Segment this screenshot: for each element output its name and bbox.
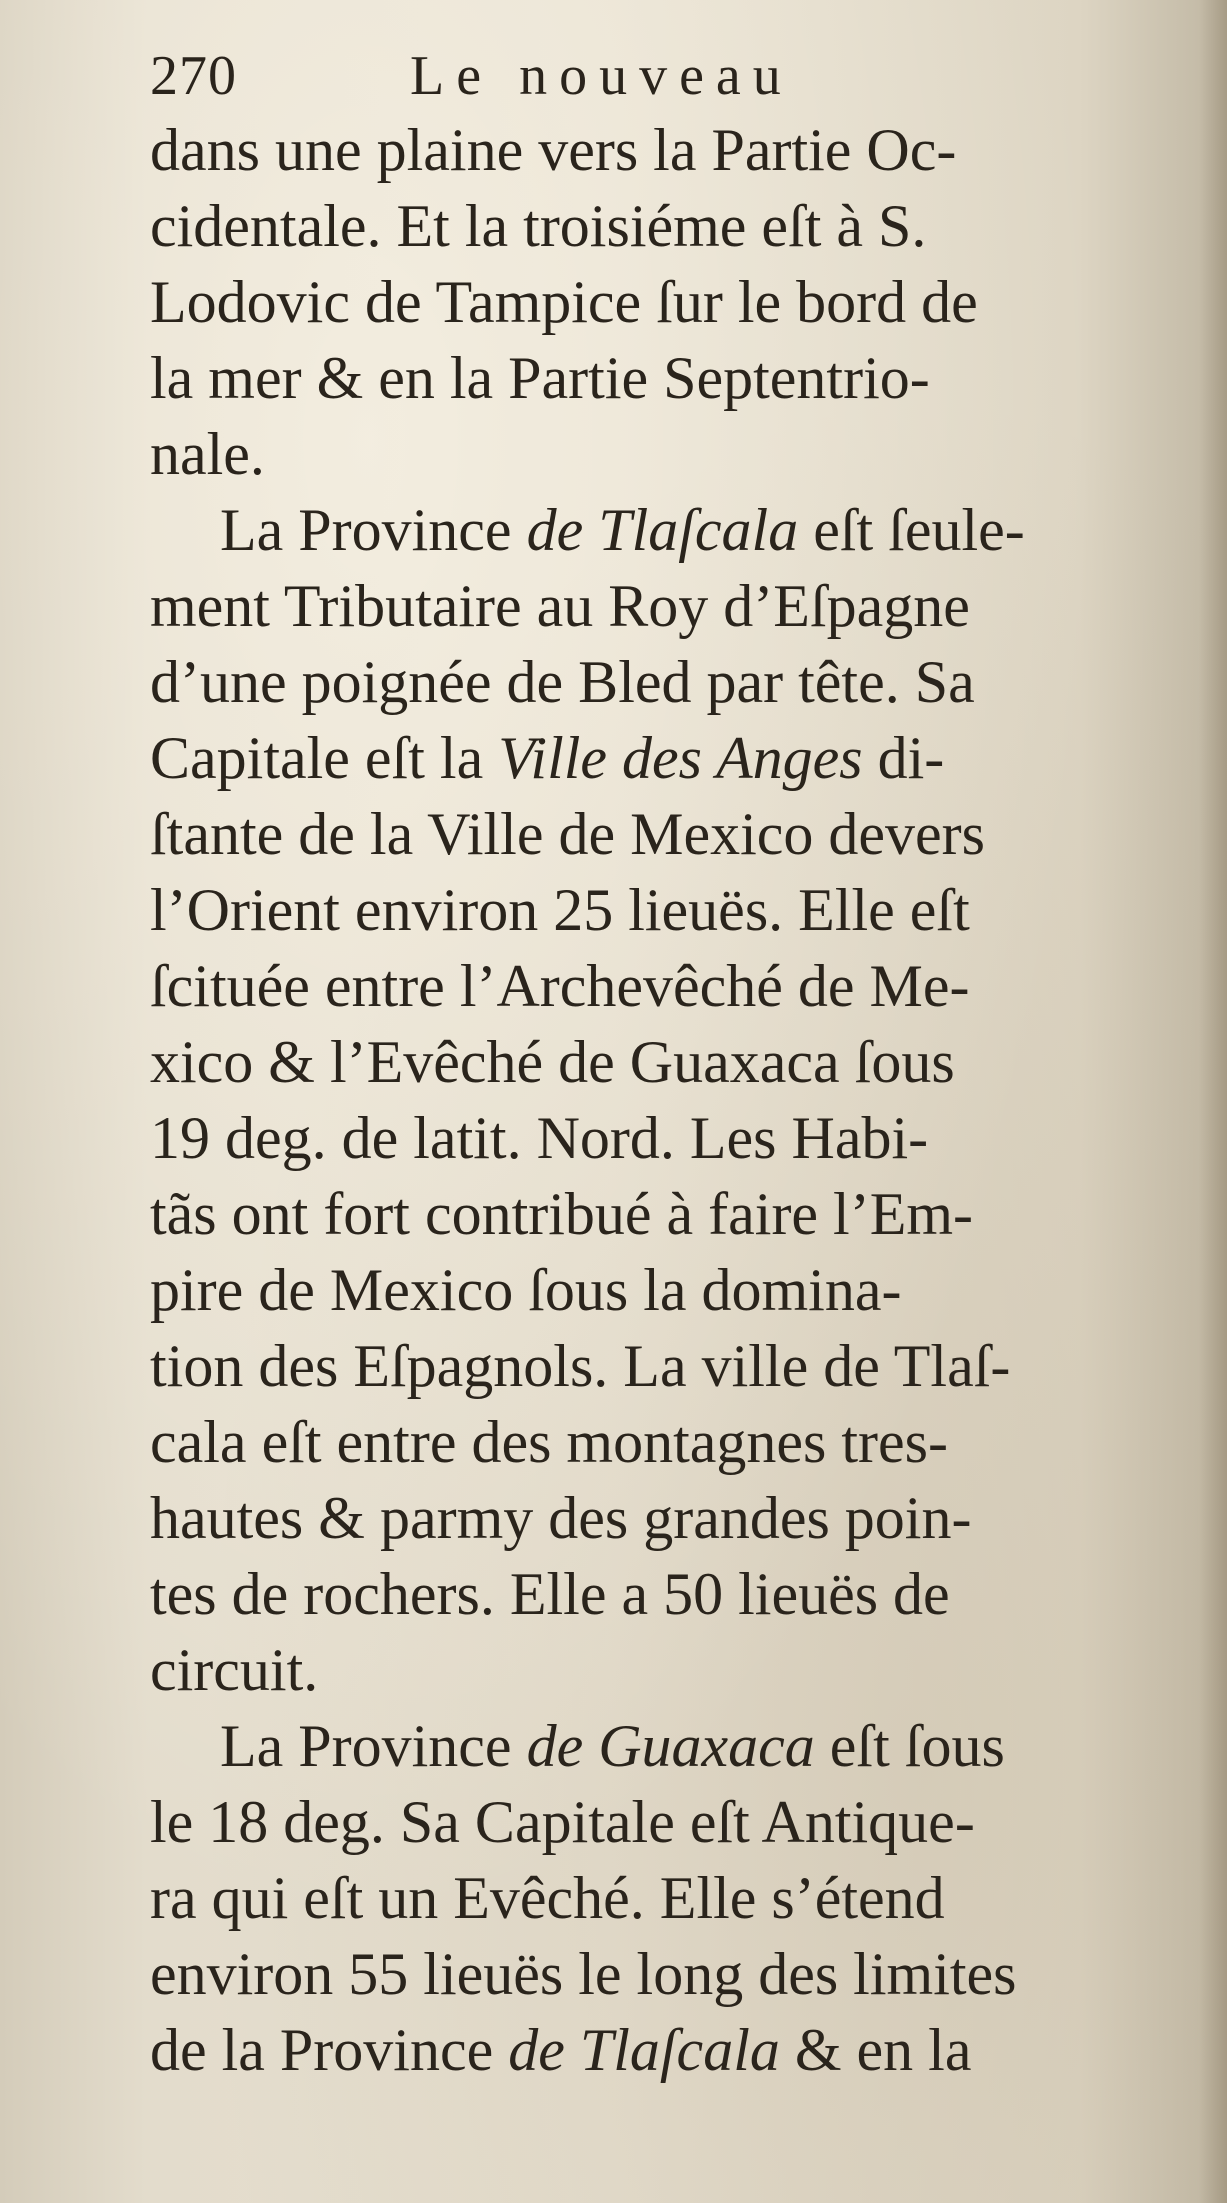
text-segment: La Province <box>220 497 527 563</box>
text-segment: ſtante de la Ville de Mexico devers <box>150 801 985 867</box>
text-line <box>150 872 1210 948</box>
italic-segment: de Tlaſcala <box>526 497 799 563</box>
text-segment: Capitale eſt la <box>150 725 499 791</box>
text-line <box>150 1024 1210 1100</box>
text-segment: tion des Eſpagnols. La ville de Tlaſ- <box>150 1333 1011 1399</box>
text-segment: ſcituée entre l’Archevêché de Me- <box>150 953 970 1019</box>
text-segment: ra qui eſt un Evêché. Elle s’étend <box>150 1865 945 1931</box>
text-line <box>150 2012 1210 2088</box>
text-segment: di- <box>862 725 945 791</box>
text-line <box>150 1252 1210 1328</box>
text-segment: de la Province <box>150 2017 509 2083</box>
text-segment: Lodovic de Tampice ſur le bord de <box>150 269 978 335</box>
page-number: 270 <box>150 45 237 107</box>
body-text <box>150 112 1210 2088</box>
text-segment: nale. <box>150 421 265 487</box>
text-line <box>150 1632 1210 1708</box>
running-head: Le nouveau <box>410 45 793 107</box>
italic-segment: de Guaxaca <box>526 1713 815 1779</box>
text-segment: d’une poignée de Bled par tête. Sa <box>150 649 975 715</box>
text-segment: eſt ſeule- <box>798 497 1025 563</box>
text-segment: pire de Mexico ſous la domina- <box>150 1257 902 1323</box>
text-segment: tes de rochers. Elle a 50 lieuës de <box>150 1561 950 1627</box>
text-line <box>150 1860 1210 1936</box>
text-line <box>150 720 1210 796</box>
text-segment: & en la <box>779 2017 972 2083</box>
paragraph <box>150 1708 1210 2088</box>
text-line <box>150 948 1210 1024</box>
text-line <box>150 644 1210 720</box>
text-segment: l’Orient environ 25 lieuës. Elle eſt <box>150 877 970 943</box>
text-line <box>150 1328 1210 1404</box>
text-segment: circuit. <box>150 1637 319 1703</box>
text-line <box>150 796 1210 872</box>
text-line <box>150 1100 1210 1176</box>
text-segment: ment Tributaire au Roy d’Eſpagne <box>150 573 970 639</box>
text-line <box>150 1784 1210 1860</box>
text-segment: cidentale. Et la troisiéme eſt à S. <box>150 193 927 259</box>
text-line <box>150 188 1210 264</box>
paragraph <box>150 492 1210 1708</box>
page-header <box>150 40 1210 112</box>
text-segment: hautes & parmy des grandes poin- <box>150 1485 972 1551</box>
text-line <box>150 416 1210 492</box>
text-segment: eſt ſous <box>814 1713 1005 1779</box>
text-segment: cala eſt entre des montagnes tres- <box>150 1409 948 1475</box>
text-line <box>150 112 1210 188</box>
text-segment: environ 55 lieuës le long des limites <box>150 1941 1017 2007</box>
text-segment: dans une plaine vers la Partie Oc- <box>150 117 957 183</box>
italic-segment: de Tlaſcala <box>508 2017 780 2083</box>
text-segment: la mer & en la Partie Septentrio- <box>150 345 930 411</box>
text-block <box>150 40 1210 2088</box>
text-line <box>150 1708 1210 1784</box>
text-line <box>150 1936 1210 2012</box>
text-line <box>150 264 1210 340</box>
text-line <box>150 1556 1210 1632</box>
italic-segment: Ville des Anges <box>498 725 863 791</box>
text-segment: tãs ont fort contribué à faire l’Em- <box>150 1181 974 1247</box>
text-line <box>150 492 1210 568</box>
text-line <box>150 1176 1210 1252</box>
text-segment: 19 deg. de latit. Nord. Les Habi- <box>150 1105 929 1171</box>
text-line <box>150 1404 1210 1480</box>
paragraph <box>150 112 1210 492</box>
text-line <box>150 568 1210 644</box>
text-line <box>150 1480 1210 1556</box>
text-segment: La Province <box>220 1713 527 1779</box>
text-segment: xico & l’Evêché de Guaxaca ſous <box>150 1029 955 1095</box>
text-line <box>150 340 1210 416</box>
text-segment: le 18 deg. Sa Capitale eſt Antique- <box>150 1789 975 1855</box>
